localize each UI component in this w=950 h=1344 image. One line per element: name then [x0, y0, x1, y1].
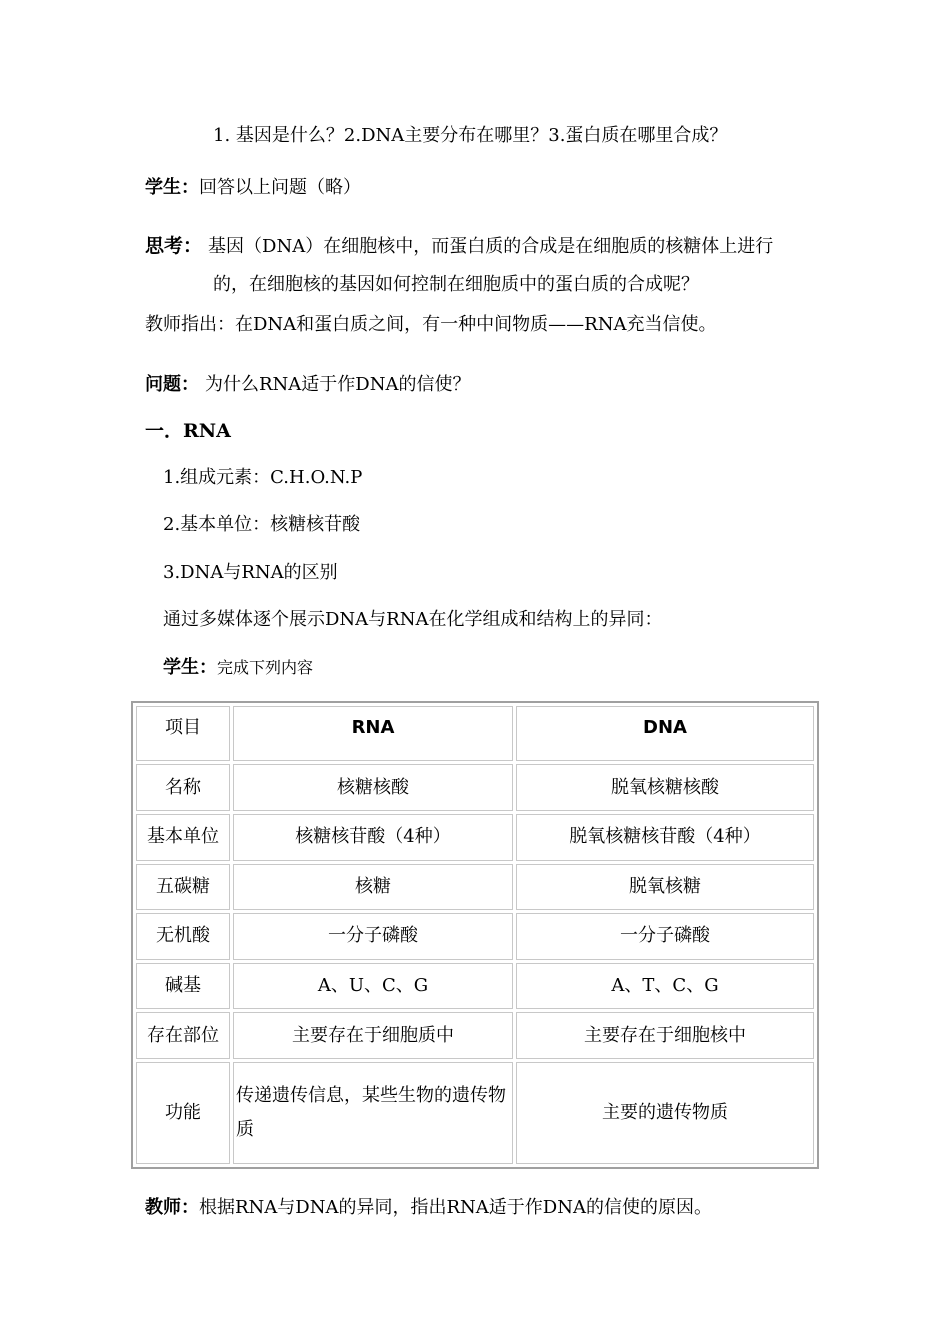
table-header-cell: DNA: [516, 706, 814, 761]
question-label: 问题：: [145, 374, 199, 395]
think-text-1: 基因（DNA）在细胞核中，而蛋白质的合成是在细胞质的核糖体上进行: [208, 236, 774, 257]
table-header-cell: 项目: [136, 706, 230, 761]
table-cell: 核糖: [233, 864, 513, 911]
student-task-line: [163, 656, 313, 680]
student-task-label: 学生：: [163, 657, 217, 678]
table-row: [136, 963, 814, 1010]
intro-questions: 1. 基因是什么？2.DNA主要分布在哪里？3.蛋白质在哪里合成？: [213, 125, 728, 146]
table-cell: A、U、C、G: [233, 963, 513, 1010]
section-title: 一．RNA: [145, 420, 231, 442]
table-cell: 碱基: [136, 963, 230, 1010]
footer-teacher-label: 教师：: [145, 1197, 199, 1218]
table-cell: 基本单位: [136, 814, 230, 861]
student-label: 学生：: [145, 177, 199, 198]
table-header-cell: RNA: [233, 706, 513, 761]
table-cell: 核糖核苷酸（4种）: [233, 814, 513, 861]
question-text: 为什么RNA适于作DNA的信使？: [205, 374, 471, 395]
table-cell: 功能: [136, 1062, 230, 1164]
table-cell: 主要存在于细胞核中: [516, 1012, 814, 1059]
table-cell: 主要的遗传物质: [516, 1062, 814, 1164]
teacher-point: 教师指出：在DNA和蛋白质之间，有一种中间物质——RNA充当信使。: [145, 314, 717, 335]
table-cell: 无机酸: [136, 913, 230, 960]
table-row: [136, 764, 814, 811]
student-answer-line: [145, 176, 361, 200]
comparison-table: [131, 701, 819, 1169]
think-line-2: 的，在细胞核的基因如何控制在细胞质中的蛋白质的合成呢？: [213, 274, 699, 295]
table-cell: 一分子磷酸: [233, 913, 513, 960]
section-item-3: 3.DNA与RNA的区别: [163, 562, 338, 583]
table-row: [136, 864, 814, 911]
media-text: 通过多媒体逐个展示DNA与RNA在化学组成和结构上的异同：: [163, 609, 663, 630]
table-cell: 一分子磷酸: [516, 913, 814, 960]
table-row: [136, 913, 814, 960]
student-text: 回答以上问题（略）: [199, 177, 361, 198]
footer-teacher-line: [145, 1196, 712, 1220]
table-cell: 脱氧核糖核苷酸（4种）: [516, 814, 814, 861]
think-label: 思考：: [145, 235, 203, 257]
think-line-1: [145, 234, 773, 259]
table-cell: 脱氧核糖: [516, 864, 814, 911]
section-item-1: 1.组成元素：C.H.O.N.P: [163, 467, 363, 488]
table-cell: 脱氧核糖核酸: [516, 764, 814, 811]
table-row: [136, 814, 814, 861]
table-cell: 名称: [136, 764, 230, 811]
table-header-row: [136, 706, 814, 761]
table-cell: 五碳糖: [136, 864, 230, 911]
table-row: [136, 1062, 814, 1164]
table-cell: 存在部位: [136, 1012, 230, 1059]
table-row: [136, 1012, 814, 1059]
footer-teacher-text: 根据RNA与DNA的异同，指出RNA适于作DNA的信使的原因。: [199, 1197, 712, 1218]
table-cell: A、T、C、G: [516, 963, 814, 1010]
question-line: [145, 373, 470, 397]
table-cell: 主要存在于细胞质中: [233, 1012, 513, 1059]
section-item-2: 2.基本单位：核糖核苷酸: [163, 514, 361, 535]
table-cell: 传递遗传信息，某些生物的遗传物质: [233, 1062, 513, 1164]
student-task-text: 完成下列内容: [217, 658, 314, 677]
table-cell: 核糖核酸: [233, 764, 513, 811]
